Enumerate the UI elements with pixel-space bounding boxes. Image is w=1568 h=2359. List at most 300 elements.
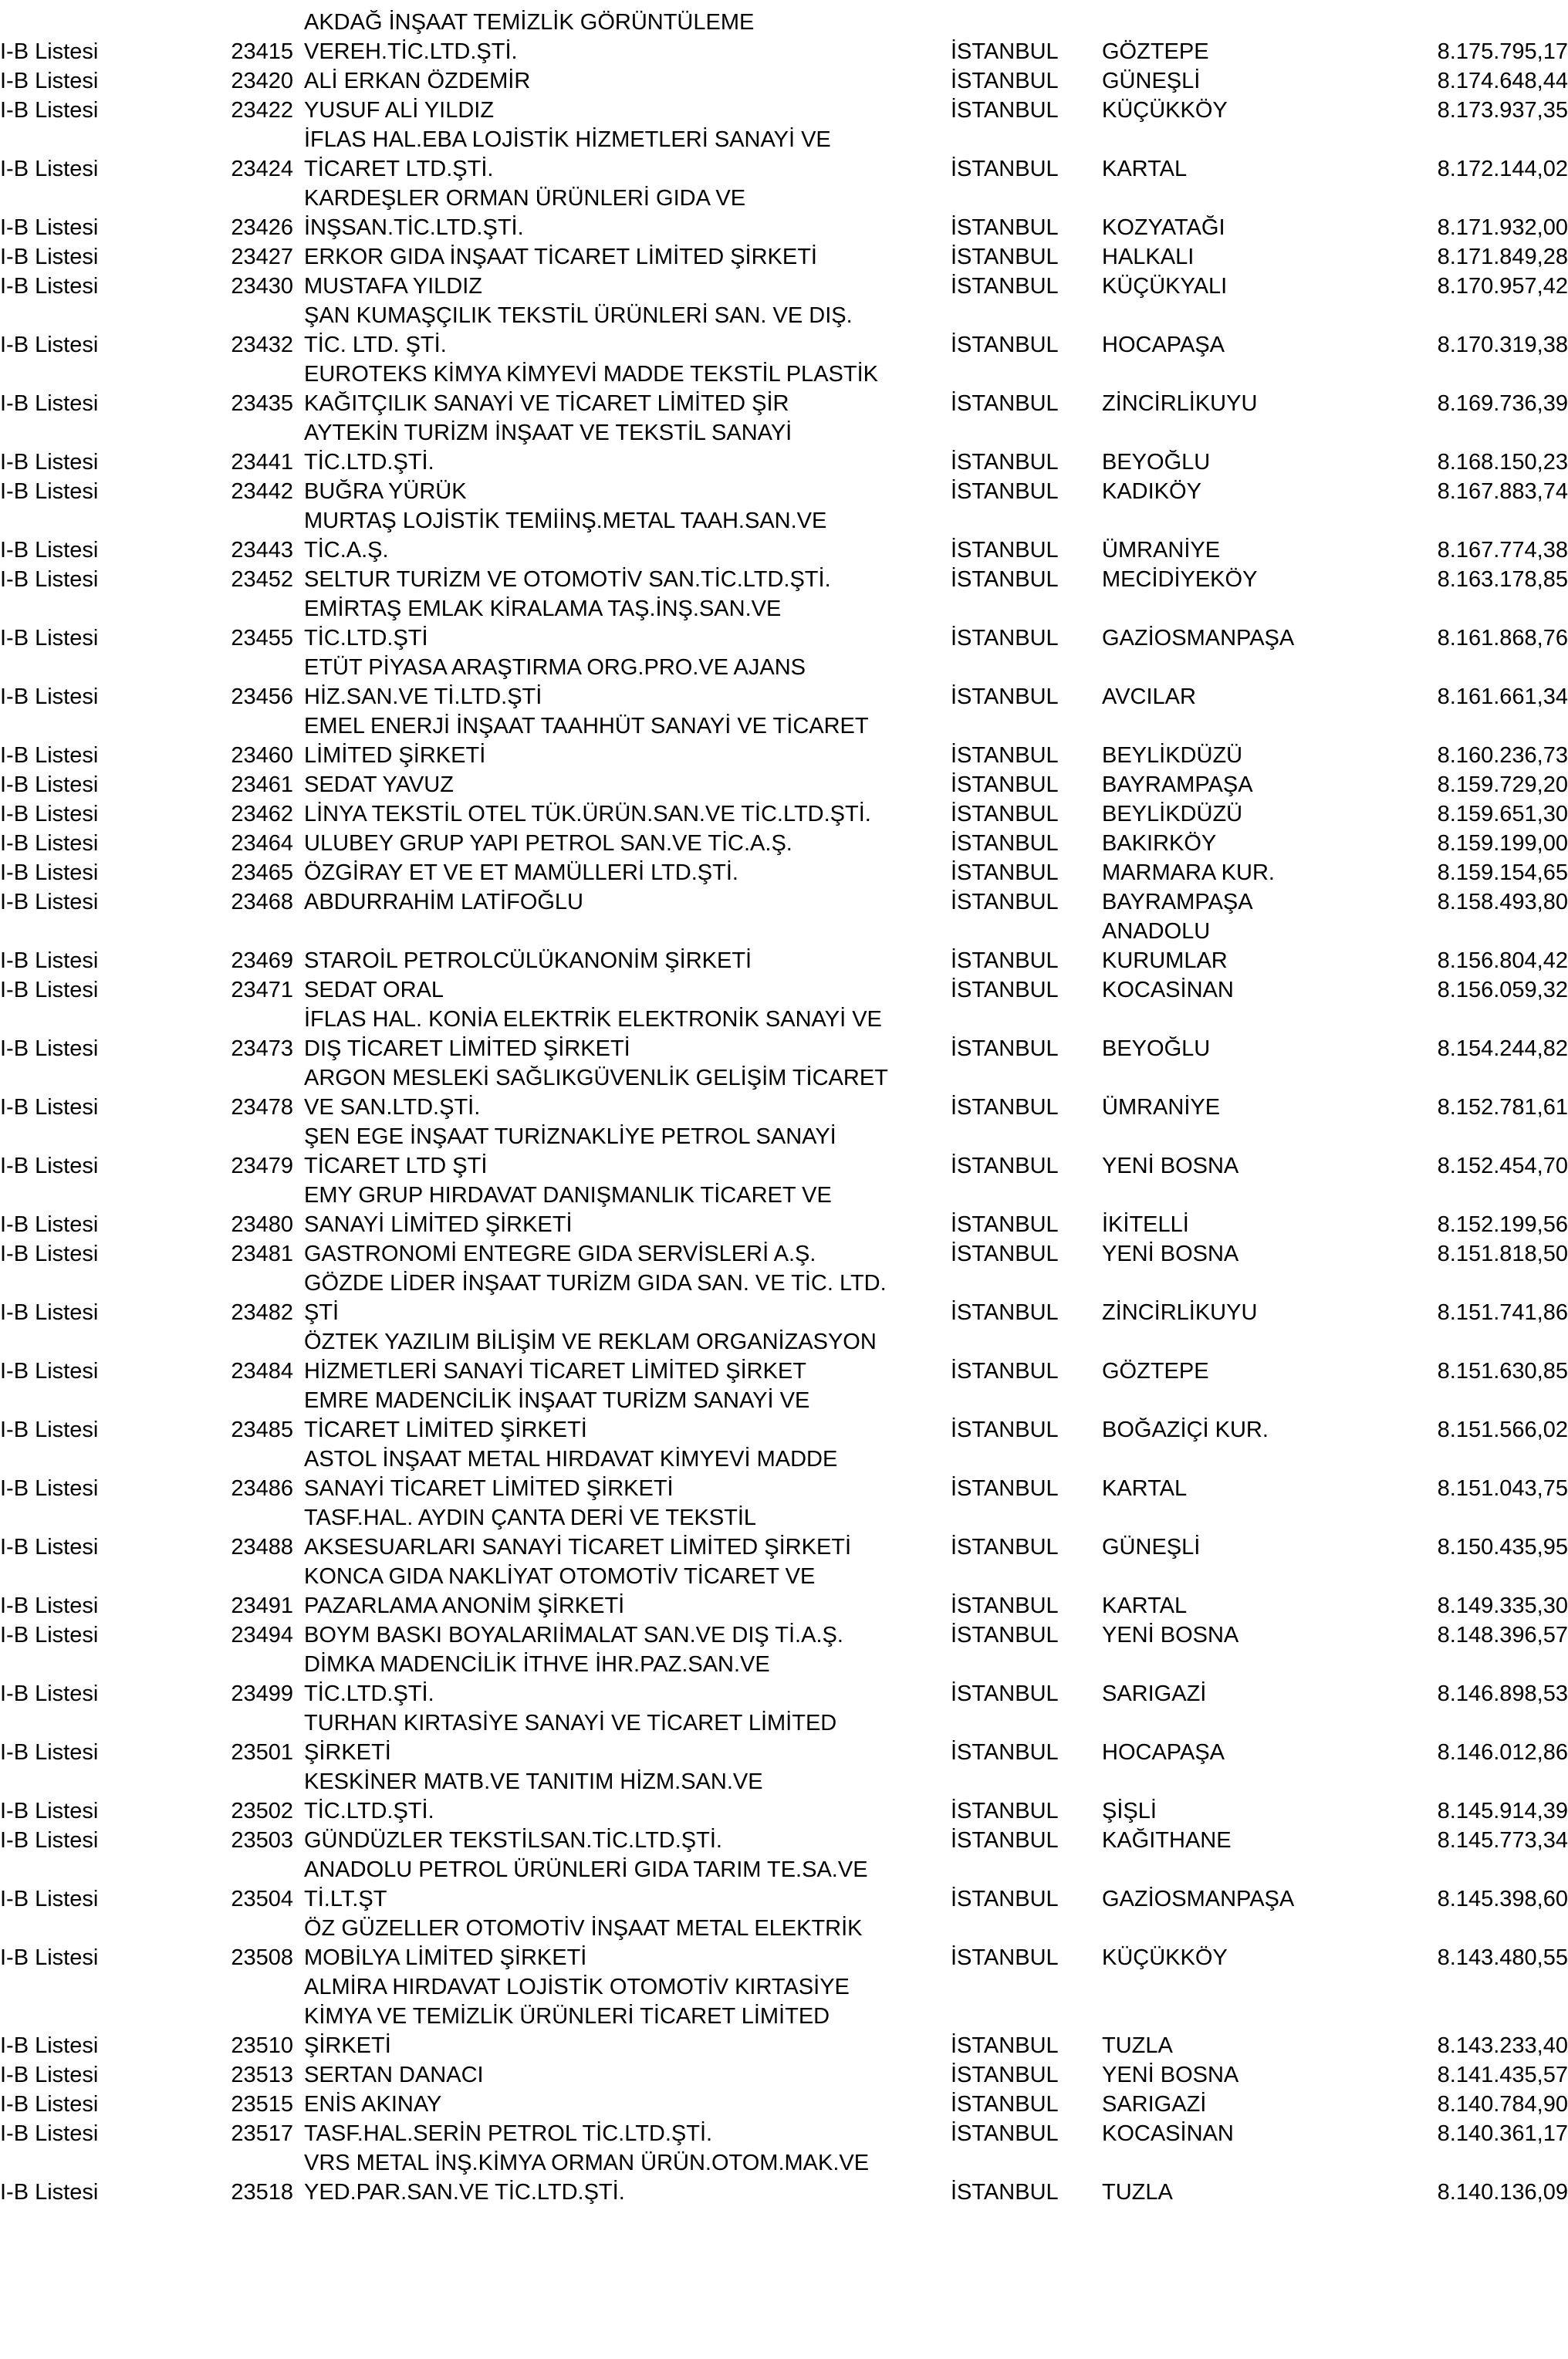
- sequence-no-cell: 23468: [231, 890, 293, 914]
- list-name-cell: I-B Listesi: [0, 1887, 99, 1911]
- sequence-no-cell: [207, 1060, 293, 1090]
- table-row-continuation: [0, 1500, 1568, 1529]
- district-cell: HOCAPAŞA: [1102, 333, 1225, 357]
- table-row: [0, 767, 1568, 796]
- amount-cell: 8.169.736,39: [1437, 391, 1568, 416]
- list-name-cell: [0, 122, 184, 151]
- sequence-no-cell: 23415: [231, 39, 293, 64]
- district-cell: YENİ BOSNA: [1102, 1242, 1239, 1266]
- company-name-cell: TİC. LTD. ŞTİ.: [304, 333, 447, 357]
- spacer-cell: [293, 562, 304, 591]
- table-row-continuation: [0, 415, 1568, 444]
- spacer-cell: [293, 1764, 304, 1793]
- district-continuation: [1102, 503, 1357, 532]
- list-name-cell: I-B Listesi: [0, 157, 99, 181]
- city-cell: [951, 1764, 1088, 1793]
- district-continuation: [1102, 1441, 1357, 1471]
- spacer-cell: [184, 1793, 207, 1823]
- list-name-cell: I-B Listesi: [0, 479, 99, 504]
- spacer-cell: [184, 2145, 207, 2175]
- table-row-continuation: [0, 1383, 1568, 1412]
- spacer-cell: [1088, 1500, 1102, 1529]
- amount-cell: 8.175.795,17: [1437, 39, 1568, 64]
- spacer-cell: [1088, 93, 1102, 122]
- list-name-cell: I-B Listesi: [0, 1535, 99, 1560]
- city-cell: İSTANBUL: [951, 1945, 1059, 1970]
- sequence-no-cell: [207, 1911, 293, 1940]
- list-name-cell: I-B Listesi: [0, 802, 99, 826]
- spacer-cell: [184, 2087, 207, 2116]
- spacer-cell: [293, 1617, 304, 1647]
- spacer-cell: [293, 357, 304, 386]
- spacer-cell: [184, 1735, 207, 1764]
- list-name-cell: [0, 591, 184, 620]
- company-name-continuation: AKDAĞ İNŞAAT TEMİZLİK GÖRÜNTÜLEME: [304, 10, 755, 35]
- spacer-cell: [1088, 1881, 1102, 1911]
- city-cell: [951, 503, 1088, 532]
- spacer-cell: [293, 738, 304, 767]
- spacer-cell: [1088, 327, 1102, 357]
- spacer-cell: [293, 415, 304, 444]
- city-cell: [951, 1500, 1088, 1529]
- spacer-cell: [184, 1207, 207, 1236]
- district-cell: KÜÇÜKYALI: [1102, 274, 1228, 299]
- spacer-cell: [293, 1559, 304, 1588]
- sequence-no-cell: 23513: [231, 2063, 293, 2087]
- spacer-cell: [1088, 1060, 1102, 1090]
- amount-cell: 8.163.178,85: [1437, 567, 1568, 592]
- company-name-continuation: ÖZTEK YAZILIM BİLİŞİM VE REKLAM ORGANİZASYON: [304, 1330, 877, 1354]
- district-continuation: [1102, 1060, 1357, 1090]
- spacer-cell: [184, 181, 207, 210]
- amount-cell: 8.140.361,17: [1437, 2121, 1568, 2146]
- district-cell: KAĞITHANE: [1102, 1828, 1232, 1853]
- spacer-cell: [184, 1764, 207, 1793]
- city-cell: [951, 357, 1088, 386]
- district-continuation: [1102, 1647, 1357, 1676]
- spacer-cell: [293, 1471, 304, 1500]
- district-cell: YENİ BOSNA: [1102, 1154, 1239, 1178]
- table-row-continuation: [0, 122, 1568, 151]
- spacer-cell: [293, 2175, 304, 2204]
- city-cell: [951, 1383, 1088, 1412]
- list-name-cell: [0, 1383, 184, 1412]
- table-row: [0, 1148, 1568, 1178]
- spacer-cell: [293, 1940, 304, 1969]
- amount-cell: 8.149.335,30: [1437, 1594, 1568, 1618]
- table-row: [0, 2087, 1568, 2116]
- spacer-cell: [293, 1647, 304, 1676]
- table-row-continuation: [0, 1324, 1568, 1354]
- table-row-continuation: [0, 1119, 1568, 1148]
- spacer-cell: [293, 972, 304, 1002]
- spacer-cell: [184, 1031, 207, 1060]
- table-row: [0, 63, 1568, 93]
- spacer-cell: [1088, 1617, 1102, 1647]
- city-cell: İSTANBUL: [951, 1623, 1059, 1648]
- spacer-cell: [184, 327, 207, 357]
- amount-cell: [1357, 1178, 1568, 1207]
- sequence-no-cell: [207, 298, 293, 327]
- city-cell: [951, 1266, 1088, 1295]
- city-cell: İSTANBUL: [951, 2063, 1059, 2087]
- amount-cell: [1357, 1647, 1568, 1676]
- list-name-cell: I-B Listesi: [0, 1300, 99, 1325]
- amount-cell: 8.154.244,82: [1437, 1036, 1568, 1061]
- spacer-cell: [184, 2057, 207, 2087]
- spacer-cell: [293, 1148, 304, 1178]
- amount-cell: 8.151.566,02: [1437, 1418, 1568, 1442]
- list-name-cell: I-B Listesi: [0, 2180, 99, 2205]
- district-continuation: [1102, 1324, 1357, 1354]
- sequence-no-cell: 23461: [231, 772, 293, 797]
- city-cell: İSTANBUL: [951, 157, 1059, 181]
- sequence-no-cell: 23515: [231, 2092, 293, 2117]
- sequence-no-cell: 23478: [231, 1095, 293, 1120]
- district-continuation: [1102, 591, 1357, 620]
- district-cell: BEYLİKDÜZÜ: [1102, 802, 1243, 826]
- city-cell: İSTANBUL: [951, 333, 1059, 357]
- list-name-cell: I-B Listesi: [0, 538, 99, 563]
- sequence-no-cell: 23471: [231, 978, 293, 1002]
- spacer-cell: [184, 1852, 207, 1881]
- district-cell: GÖZTEPE: [1102, 1359, 1209, 1384]
- amount-cell: 8.160.236,73: [1437, 743, 1568, 768]
- table-row-continuation: [0, 1441, 1568, 1471]
- amount-cell: 8.167.774,38: [1437, 538, 1568, 563]
- district-cell: BAYRAMPAŞA: [1102, 890, 1253, 914]
- table-row-continuation: [0, 503, 1568, 532]
- sequence-no-cell: 23473: [231, 1036, 293, 1061]
- district-continuation: [1102, 1559, 1357, 1588]
- spacer-cell: [184, 1588, 207, 1617]
- table-row: [0, 1412, 1568, 1441]
- spacer-cell: [293, 591, 304, 620]
- district-cell: SARIGAZİ: [1102, 2092, 1207, 2117]
- city-cell: [951, 650, 1088, 679]
- spacer-cell: [184, 1354, 207, 1383]
- company-name-cell: TİC.LTD.ŞTİ.: [304, 450, 434, 475]
- company-name-cell: ŞİRKETİ: [304, 2033, 391, 2058]
- company-name-continuation: ETÜT PİYASA ARAŞTIRMA ORG.PRO.VE AJANS: [304, 655, 806, 680]
- city-cell: İSTANBUL: [951, 567, 1059, 592]
- city-cell: İSTANBUL: [951, 391, 1059, 416]
- spacer-cell: [184, 34, 207, 63]
- district-continuation: [1102, 5, 1357, 34]
- spacer-cell: [1088, 1383, 1102, 1412]
- district-cell: KÜÇÜKKÖY: [1102, 1945, 1228, 1970]
- city-cell: [951, 1705, 1088, 1735]
- spacer-cell: [184, 1295, 207, 1324]
- city-cell: [951, 122, 1088, 151]
- table-row: [0, 1940, 1568, 1969]
- sequence-no-cell: [207, 591, 293, 620]
- spacer-cell: [1088, 474, 1102, 503]
- spacer-cell: [1088, 708, 1102, 738]
- spacer-cell: [293, 1999, 304, 2028]
- spacer-cell: [184, 532, 207, 562]
- table-row-continuation: [0, 1705, 1568, 1735]
- sequence-no-cell: [207, 708, 293, 738]
- company-name-continuation: KİMYA VE TEMİZLİK ÜRÜNLERİ TİCARET LİMİTED: [304, 2004, 830, 2029]
- spacer-cell: [1088, 738, 1102, 767]
- city-cell: İSTANBUL: [951, 978, 1059, 1002]
- table-row: [0, 269, 1568, 298]
- sequence-no-cell: [207, 1999, 293, 2028]
- spacer-cell: [184, 415, 207, 444]
- list-name-cell: [0, 1705, 184, 1735]
- company-name-cell: DIŞ TİCARET LİMİTED ŞİRKETİ: [304, 1036, 630, 1061]
- district-continuation: [1102, 1119, 1357, 1148]
- spacer-cell: [184, 1617, 207, 1647]
- amount-cell: [1357, 1441, 1568, 1471]
- spacer-cell: [293, 943, 304, 972]
- spacer-cell: [293, 884, 304, 914]
- company-name-continuation: TURHAN KIRTASİYE SANAYİ VE TİCARET LİMİTED: [304, 1711, 837, 1735]
- sequence-no-cell: 23501: [231, 1740, 293, 1765]
- spacer-cell: [184, 2175, 207, 2204]
- company-name-cell: SEDAT YAVUZ: [304, 772, 454, 797]
- district-cell: MARMARA KUR.: [1102, 860, 1275, 885]
- company-name-cell: TİCARET LTD.ŞTİ.: [304, 157, 494, 181]
- spacer-cell: [184, 269, 207, 298]
- spacer-cell: [293, 1236, 304, 1266]
- amount-cell: [1357, 1500, 1568, 1529]
- table-row: [0, 826, 1568, 855]
- sequence-no-cell: [207, 1178, 293, 1207]
- district-cell: KÜÇÜKKÖY: [1102, 98, 1228, 123]
- company-name-cell: MUSTAFA YILDIZ: [304, 274, 482, 299]
- list-name-cell: I-B Listesi: [0, 1212, 99, 1237]
- city-cell: [951, 708, 1088, 738]
- sequence-no-cell: [207, 2145, 293, 2175]
- district-continuation: [1102, 1764, 1357, 1793]
- company-name-continuation: ŞEN EGE İNŞAAT TURİZNAKLİYE PETROL SANAYİ: [304, 1124, 836, 1149]
- table-row: [0, 386, 1568, 415]
- spacer-cell: [293, 1207, 304, 1236]
- city-cell: İSTANBUL: [951, 1300, 1059, 1325]
- district-cell: İKİTELLİ: [1102, 1212, 1189, 1237]
- sequence-no-cell: 23491: [231, 1594, 293, 1618]
- district-continuation: [1102, 415, 1357, 444]
- amount-cell: 8.143.233,40: [1437, 2033, 1568, 2058]
- city-cell: [951, 1324, 1088, 1354]
- spacer-cell: [293, 914, 304, 943]
- list-name-cell: [0, 1911, 184, 1940]
- spacer-cell: [1088, 1999, 1102, 2028]
- city-cell: İSTANBUL: [951, 2033, 1059, 2058]
- spacer-cell: [1088, 503, 1102, 532]
- district-cell: KARTAL: [1102, 157, 1188, 181]
- amount-cell: 8.168.150,23: [1437, 450, 1568, 475]
- district-cell: ŞİŞLİ: [1102, 1799, 1157, 1823]
- amount-cell: 8.141.435,57: [1437, 2063, 1568, 2087]
- spacer-cell: [184, 474, 207, 503]
- list-name-cell: I-B Listesi: [0, 684, 99, 709]
- spacer-cell: [293, 1911, 304, 1940]
- table-row: [0, 1236, 1568, 1266]
- sequence-no-cell: 23455: [231, 626, 293, 651]
- district-cell: BEYOĞLU: [1102, 1036, 1211, 1061]
- spacer-cell: [1088, 1441, 1102, 1471]
- spacer-cell: [293, 1119, 304, 1148]
- spacer-cell: [293, 239, 304, 269]
- amount-cell: 8.159.729,20: [1437, 772, 1568, 797]
- sequence-no-cell: [207, 122, 293, 151]
- city-cell: İSTANBUL: [951, 802, 1059, 826]
- sequence-no-cell: [207, 415, 293, 444]
- spacer-cell: [1088, 181, 1102, 210]
- amount-cell: [1357, 1559, 1568, 1588]
- district-continuation: [1102, 1178, 1357, 1207]
- city-cell: İSTANBUL: [951, 1828, 1059, 1853]
- company-name-continuation: ALMİRA HIRDAVAT LOJİSTİK OTOMOTİV KIRTASİYE: [304, 1975, 850, 1999]
- amount-cell: [1357, 503, 1568, 532]
- amount-cell: [1357, 650, 1568, 679]
- table-body: [0, 5, 1568, 2204]
- list-name-cell: [0, 298, 184, 327]
- sequence-no-cell: 23482: [231, 1300, 293, 1325]
- amount-cell: [1357, 1852, 1568, 1881]
- company-name-continuation: ASTOL İNŞAAT METAL HIRDAVAT KİMYEVİ MADDE: [304, 1447, 838, 1472]
- spacer-cell: [184, 738, 207, 767]
- city-cell: İSTANBUL: [951, 2180, 1059, 2205]
- spacer-cell: [184, 1148, 207, 1178]
- sequence-no-cell: 23435: [231, 391, 293, 416]
- city-cell: İSTANBUL: [951, 1154, 1059, 1178]
- company-name-continuation: ARGON MESLEKİ SAĞLIKGÜVENLİK GELİŞİM TİCARET: [304, 1066, 888, 1090]
- spacer-cell: [1088, 650, 1102, 679]
- list-name-cell: I-B Listesi: [0, 1476, 99, 1501]
- list-name-cell: I-B Listesi: [0, 2121, 99, 2146]
- amount-cell: 8.148.396,57: [1437, 1623, 1568, 1648]
- sequence-no-cell: 23484: [231, 1359, 293, 1384]
- spacer-cell: [293, 122, 304, 151]
- spacer-cell: [293, 34, 304, 63]
- amount-cell: 8.156.804,42: [1437, 948, 1568, 973]
- list-name-cell: I-B Listesi: [0, 860, 99, 885]
- company-name-cell: TİCARET LİMİTED ŞİRKETİ: [304, 1418, 587, 1442]
- sequence-no-cell: [207, 914, 293, 943]
- sequence-no-cell: [207, 1002, 293, 1031]
- list-name-cell: [0, 503, 184, 532]
- amount-cell: 8.161.661,34: [1437, 684, 1568, 709]
- spacer-cell: [293, 298, 304, 327]
- district-cell: SARIGAZİ: [1102, 1681, 1207, 1706]
- district-cell: GÜNEŞLİ: [1102, 69, 1201, 93]
- city-cell: İSTANBUL: [951, 1740, 1059, 1765]
- company-name-cell: SEDAT ORAL: [304, 978, 444, 1002]
- list-name-cell: I-B Listesi: [0, 274, 99, 299]
- spacer-cell: [293, 444, 304, 474]
- spacer-cell: [1088, 151, 1102, 181]
- sequence-no-cell: 23499: [231, 1681, 293, 1706]
- city-cell: İSTANBUL: [951, 69, 1059, 93]
- district-continuation: [1102, 1705, 1357, 1735]
- spacer-cell: [1088, 2175, 1102, 2204]
- spacer-cell: [1088, 1705, 1102, 1735]
- district-continuation: [1102, 357, 1357, 386]
- district-cell: ZİNCİRLİKUYU: [1102, 1300, 1258, 1325]
- sequence-no-cell: [207, 1705, 293, 1735]
- company-name-continuation: EMY GRUP HIRDAVAT DANIŞMANLIK TİCARET VE: [304, 1183, 832, 1208]
- company-name-cell: İNŞSAN.TİC.LTD.ŞTİ.: [304, 215, 524, 240]
- table-row-continuation: [0, 5, 1568, 34]
- amount-cell: 8.151.630,85: [1437, 1359, 1568, 1384]
- spacer-cell: [184, 1500, 207, 1529]
- spacer-cell: [1088, 1940, 1102, 1969]
- sequence-no-cell: 23488: [231, 1535, 293, 1560]
- spacer-cell: [293, 1383, 304, 1412]
- amount-cell: 8.152.781,61: [1437, 1095, 1568, 1120]
- spacer-cell: [1088, 943, 1102, 972]
- spacer-cell: [184, 357, 207, 386]
- list-name-cell: [0, 1324, 184, 1354]
- amount-cell: 8.143.480,55: [1437, 1945, 1568, 1970]
- company-name-continuation: KARDEŞLER ORMAN ÜRÜNLERİ GIDA VE: [304, 186, 746, 211]
- amount-cell: 8.156.059,32: [1437, 978, 1568, 1002]
- spacer-cell: [1088, 679, 1102, 708]
- company-name-continuation: İFLAS HAL. KONİA ELEKTRİK ELEKTRONİK SANAYİ VE: [304, 1007, 882, 1032]
- sequence-no-cell: 23441: [231, 450, 293, 475]
- amount-cell: [1357, 122, 1568, 151]
- list-name-cell: I-B Listesi: [0, 450, 99, 475]
- table-row: [0, 1295, 1568, 1324]
- district-continuation: [1102, 1969, 1357, 1999]
- spacer-cell: [184, 1881, 207, 1911]
- spacer-cell: [293, 1881, 304, 1911]
- spacer-cell: [293, 1852, 304, 1881]
- company-name-cell: TİCARET LTD ŞTİ: [304, 1154, 488, 1178]
- spacer-cell: [1088, 386, 1102, 415]
- spacer-cell: [293, 386, 304, 415]
- district-cell: YENİ BOSNA: [1102, 1623, 1239, 1648]
- list-name-cell: I-B Listesi: [0, 391, 99, 416]
- company-name-cell: HİZMETLERİ SANAYİ TİCARET LİMİTED ŞİRKET: [304, 1359, 806, 1384]
- spacer-cell: [1088, 1529, 1102, 1559]
- spacer-cell: [184, 386, 207, 415]
- sequence-no-cell: 23485: [231, 1418, 293, 1442]
- spacer-cell: [1088, 357, 1102, 386]
- sequence-no-cell: 23465: [231, 860, 293, 885]
- list-name-cell: I-B Listesi: [0, 1828, 99, 1853]
- list-name-cell: [0, 1852, 184, 1881]
- amount-cell: 8.174.648,44: [1437, 69, 1568, 93]
- company-name-cell: HİZ.SAN.VE Tİ.LTD.ŞTİ: [304, 684, 542, 709]
- amount-cell: 8.159.199,00: [1437, 831, 1568, 856]
- sequence-no-cell: 23518: [231, 2180, 293, 2205]
- sequence-no-cell: [207, 1266, 293, 1295]
- table-row: [0, 2116, 1568, 2145]
- sequence-no-cell: 23442: [231, 479, 293, 504]
- spacer-cell: [293, 2087, 304, 2116]
- table-row: [0, 34, 1568, 63]
- district-continuation: ANADOLU: [1102, 919, 1211, 944]
- sequence-no-cell: 23422: [231, 98, 293, 123]
- sequence-no-cell: 23479: [231, 1154, 293, 1178]
- amount-cell: [1357, 2145, 1568, 2175]
- company-name-continuation: EUROTEKS KİMYA KİMYEVİ MADDE TEKSTİL PLASTİK: [304, 362, 878, 387]
- district-cell: AVCILAR: [1102, 684, 1196, 709]
- district-continuation: [1102, 708, 1357, 738]
- company-name-cell: AKSESUARLARI SANAYİ TİCARET LİMİTED ŞİRKETİ: [304, 1535, 852, 1560]
- table-row: [0, 474, 1568, 503]
- district-continuation: [1102, 1002, 1357, 1031]
- company-name-cell: SANAYİ LİMİTED ŞİRKETİ: [304, 1212, 573, 1237]
- list-name-cell: [0, 708, 184, 738]
- table-row: [0, 444, 1568, 474]
- spacer-cell: [1088, 1471, 1102, 1500]
